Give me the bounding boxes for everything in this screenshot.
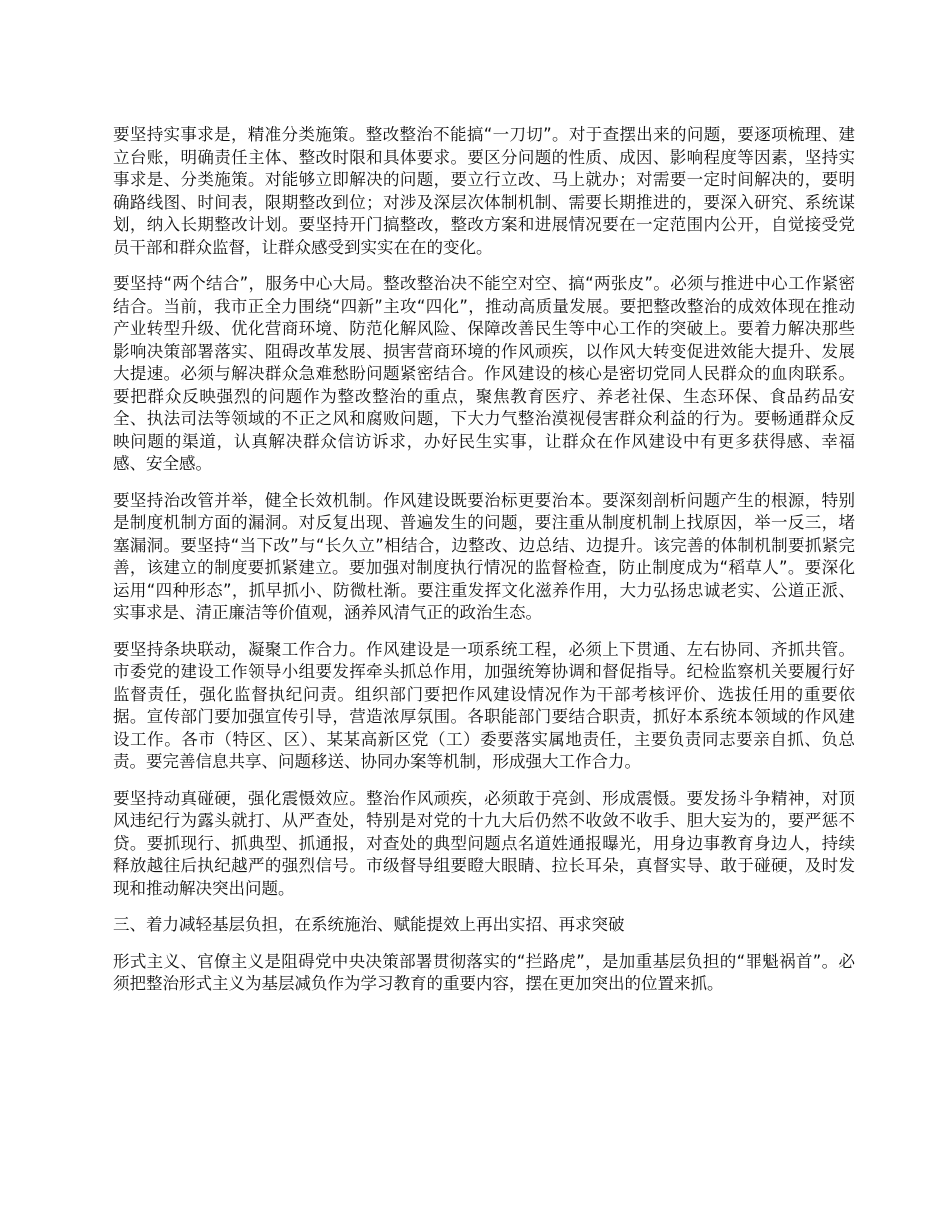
section-heading: 三、着力减轻基层负担，在系统施治、赋能提效上再出实招、再求突破: [113, 915, 625, 934]
paragraph-deterrence: 要坚持动真碰硬，强化震慑效应。整治作风顽疾，必须敢于亮剑、形成震慑。要发扬斗争精神，对顶风违纪行为露头就打、从严查处，特别是对党的十九大后仍然不收敛不收手、胆大妄为的，要严惩不贷。要抓现行、抓典型、抓通报，对查处的典型问题点名道姓通报曝光，用身边事教育身边人，持续释放越往后执纪越严的强烈信号。市级督导组要瞪大眼睛、拉长耳朵，真督实导、敢于碰硬，及时发现和推动解决突出问题。: [113, 788, 855, 898]
paragraph-seek-truth: 要坚持实事求是，精准分类施策。整改整治不能搞“一刀切”。对于查摆出来的问题，要逐项梳理、建立台账，明确责任主体、整改时限和具体要求。要区分问题的性质、成因、影响程度等因素，坚持实事求是、分类施策。对能够立即解决的问题，要立行立改、马上就办；对需要一定时间解决的，要明确路线图、时间表，限期整改到位；对涉及深层次体制机制、需要长期推进的，要深入研究、系统谋划，纳入长期整改计划。要坚持开门搞整改，整改方案和进展情况要在一定范围内公开，自觉接受党员干部和群众监督，让群众感受到实实在在的变化。: [113, 125, 855, 257]
paragraph-governance-mechanism: 要坚持治改管并举，健全长效机制。作风建设既要治标更要治本。要深刻剖析问题产生的根源，特别是制度机制方面的漏洞。对反复出现、普遍发生的问题，要注重从制度机制上找原因，举一反三，堵塞漏洞。要坚持“当下改”与“长久立”相结合，边整改、边总结、边提升。该完善的体制机制要抓紧完善，该建立的制度要抓紧建立。要加强对制度执行情况的监督检查，防止制度成为“稻草人”。要深化运用“四种形态”，抓早抓小、防微杜渐。要注重发挥文化滋养作用，大力弘扬忠诚老实、公道正派、实事求是、清正廉洁等价值观，涵养风清气正的政治生态。: [113, 490, 855, 622]
paragraph-reduce-burden: 形式主义、官僚主义是阻碍党中央决策部署贯彻落实的“拦路虎”，是加重基层负担的“罪魁祸首”。必须把整治形式主义为基层减负作为学习教育的重要内容，摆在更加突出的位置来抓。: [113, 951, 855, 993]
paragraph-two-combinations: 要坚持“两个结合”，服务中心大局。整改整治决不能空对空、搞“两张皮”。必须与推进中心工作紧密结合。当前，我市正全力围绕“四新”主攻“四化”，推动高质量发展。要把整改整治的成效体现在推动产业转型升级、优化营商环境、防范化解风险、保障改善民生等中心工作的突破上。要着力解决那些影响决策部署落实、阻碍改革发展、损害营商环境的作风顽疾，以作风大转变促进效能大提升、发展大提速。必须与解决群众急难愁盼问题紧密结合。作风建设的核心是密切党同人民群众的血肉联系。要把群众反映强烈的问题作为整改整治的重点，聚焦教育医疗、养老社保、生态环保、食品药品安全、执法司法等领域的不正之风和腐败问题，下大力气整治漠视侵害群众利益的行为。要畅通群众反映问题的渠道，认真解决群众信访诉求，办好民生实事，让群众在作风建设中有更多获得感、幸福感、安全感。: [113, 274, 855, 473]
paragraph-linkage-synergy: 要坚持条块联动，凝聚工作合力。作风建设是一项系统工程，必须上下贯通、左右协同、齐抓共管。市委党的建设工作领导小组要发挥牵头抓总作用，加强统筹协调和督促指导。纪检监察机关要履行好监督责任，强化监督执纪问责。组织部门要把作风建设情况作为干部考核评价、选拔任用的重要依据。宣传部门要加强宣传引导，营造浓厚氛围。各职能部门要结合职责，抓好本系统本领域的作风建设工作。各市（特区、区）、某某高新区党（工）委要落实属地责任，主要负责同志要亲自抓、负总责。要完善信息共享、问题移送、协同办案等机制，形成强大工作合力。: [113, 639, 855, 771]
document-body: [113, 124, 855, 1010]
